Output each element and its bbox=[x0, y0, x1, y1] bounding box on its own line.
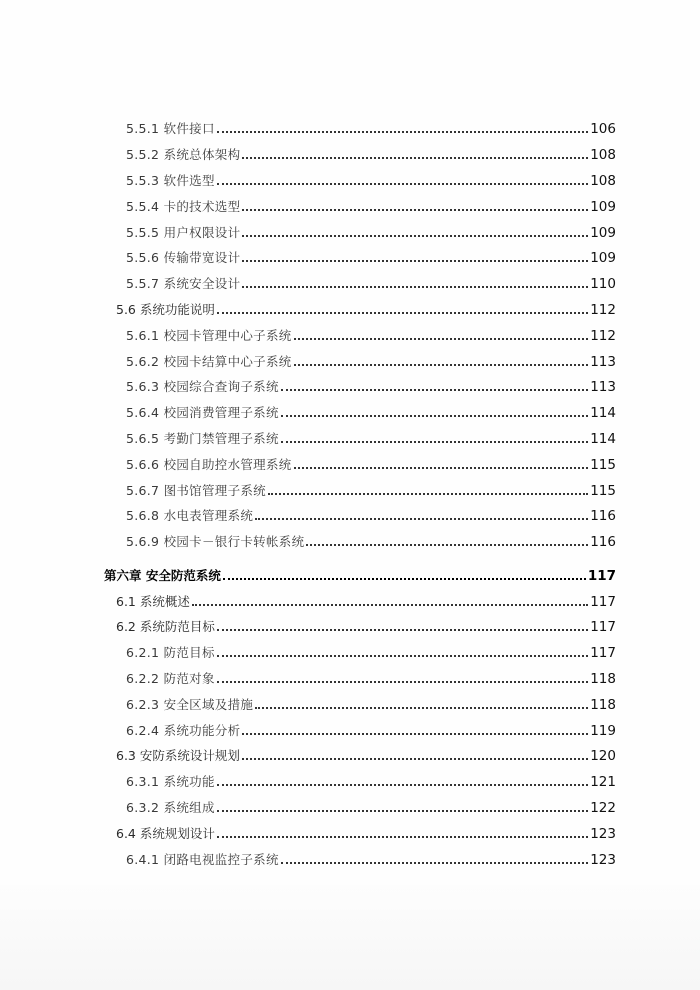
toc-page-number: 106 bbox=[590, 121, 616, 137]
toc-page-number: 109 bbox=[590, 199, 616, 215]
toc-leader-dots bbox=[255, 518, 588, 520]
toc-entry[interactable] bbox=[126, 220, 616, 240]
toc-entry-label: 5.5.5 用户权限设计 bbox=[126, 225, 241, 240]
toc-page-number: 109 bbox=[590, 225, 616, 241]
toc-entry[interactable] bbox=[126, 718, 616, 738]
toc-page-number: 118 bbox=[590, 697, 616, 713]
toc-page-number: 114 bbox=[590, 431, 616, 447]
toc-entry[interactable] bbox=[126, 452, 616, 472]
toc-leader-dots bbox=[294, 364, 589, 366]
toc-entry-label: 5.6.4 校园消费管理子系统 bbox=[126, 405, 279, 420]
toc-leader-dots bbox=[281, 862, 588, 864]
toc-leader-dots bbox=[242, 157, 588, 159]
toc-entry[interactable] bbox=[126, 847, 616, 867]
toc-page-number: 122 bbox=[590, 800, 616, 816]
page-bottom-shade bbox=[0, 885, 700, 990]
toc-page-number: 115 bbox=[590, 457, 616, 473]
toc-leader-dots bbox=[294, 467, 589, 469]
toc-entry-label: 5.6.2 校园卡结算中心子系统 bbox=[126, 354, 292, 369]
toc-entry-label: 5.5.7 系统安全设计 bbox=[126, 276, 241, 291]
toc-entry-label: 6.2.4 系统功能分析 bbox=[126, 723, 241, 738]
toc-entry[interactable] bbox=[126, 116, 616, 136]
toc-leader-dots bbox=[223, 578, 586, 580]
toc-page-number: 113 bbox=[590, 379, 616, 395]
toc-entry-label: 5.6.8 水电表管理系统 bbox=[126, 508, 254, 523]
toc-leader-dots bbox=[242, 209, 588, 211]
toc-page-number: 121 bbox=[590, 774, 616, 790]
toc-entry[interactable] bbox=[126, 795, 616, 815]
toc-entry[interactable] bbox=[126, 666, 616, 686]
toc-leader-dots bbox=[217, 810, 588, 812]
toc-page-number: 120 bbox=[590, 748, 616, 764]
toc-page-number: 117 bbox=[590, 619, 616, 635]
toc-entry-label: 6.1 系统概述 bbox=[116, 594, 190, 609]
toc-leader-dots bbox=[294, 338, 589, 340]
toc-entry-label: 5.6.6 校园自助控水管理系统 bbox=[126, 457, 292, 472]
toc-entry-label: 6.3.2 系统组成 bbox=[126, 800, 215, 815]
toc-page-number: 118 bbox=[590, 671, 616, 687]
toc-leader-dots bbox=[217, 784, 588, 786]
toc-page-number: 113 bbox=[590, 354, 616, 370]
toc-leader-dots bbox=[217, 183, 588, 185]
toc-page-number: 123 bbox=[590, 852, 616, 868]
toc-page-number: 110 bbox=[590, 276, 616, 292]
toc-entry[interactable] bbox=[126, 692, 616, 712]
toc-chapter-label: 第六章 安全防范系统 bbox=[104, 568, 221, 583]
toc-page-number: 117 bbox=[590, 594, 616, 610]
toc-leader-dots bbox=[268, 493, 588, 495]
toc-leader-dots bbox=[306, 544, 588, 546]
toc-leader-dots bbox=[217, 629, 588, 631]
toc-leader-dots bbox=[281, 389, 588, 391]
toc-leader-dots bbox=[217, 655, 588, 657]
toc-leader-dots bbox=[281, 441, 588, 443]
toc-entry-label: 6.2.2 防范对象 bbox=[126, 671, 215, 686]
toc-entry[interactable] bbox=[126, 245, 616, 265]
toc-section-entry[interactable] bbox=[116, 297, 616, 317]
toc-entry-label: 6.3 安防系统设计规划 bbox=[116, 748, 240, 763]
toc-page-number: 117 bbox=[590, 645, 616, 661]
toc-entry[interactable] bbox=[126, 323, 616, 343]
toc-page-number: 114 bbox=[590, 405, 616, 421]
toc-leader-dots bbox=[242, 286, 588, 288]
toc-entry[interactable] bbox=[126, 142, 616, 162]
toc-entry-label: 5.5.6 传输带宽设计 bbox=[126, 250, 241, 265]
toc-entry-label: 5.6.3 校园综合查询子系统 bbox=[126, 379, 279, 394]
toc-page-number: 115 bbox=[590, 483, 616, 499]
toc-entry[interactable] bbox=[126, 271, 616, 291]
toc-entry-label: 5.6 系统功能说明 bbox=[116, 302, 215, 317]
toc-entry-label: 5.5.1 软件接口 bbox=[126, 121, 215, 136]
toc-entry[interactable] bbox=[126, 426, 616, 446]
toc-leader-dots bbox=[242, 733, 588, 735]
toc-page-number: 108 bbox=[590, 147, 616, 163]
toc-entry[interactable] bbox=[126, 529, 616, 549]
toc-entry[interactable] bbox=[126, 640, 616, 660]
toc-entry[interactable] bbox=[126, 769, 616, 789]
toc-leader-dots bbox=[217, 681, 588, 683]
toc-page-number: 109 bbox=[590, 250, 616, 266]
toc-leader-dots bbox=[255, 707, 588, 709]
toc-leader-dots bbox=[192, 604, 588, 606]
toc-entry-label: 5.6.7 图书馆管理子系统 bbox=[126, 483, 266, 498]
toc-entry-label: 5.6.5 考勤门禁管理子系统 bbox=[126, 431, 279, 446]
toc-entry-label: 6.3.1 系统功能 bbox=[126, 774, 215, 789]
toc-entry-label: 6.2 系统防范目标 bbox=[116, 619, 215, 634]
toc-page-number: 108 bbox=[590, 173, 616, 189]
toc-entry-label: 6.4.1 闭路电视监控子系统 bbox=[126, 852, 279, 867]
toc-entry-label: 6.4 系统规划设计 bbox=[116, 826, 215, 841]
toc-entry[interactable] bbox=[126, 194, 616, 214]
toc-page-number: 112 bbox=[590, 302, 616, 318]
toc-entry[interactable] bbox=[126, 349, 616, 369]
toc-entry-label: 5.5.4 卡的技术选型 bbox=[126, 199, 241, 214]
toc-page-number: 116 bbox=[590, 534, 616, 550]
toc-page-number: 112 bbox=[590, 328, 616, 344]
toc-section-entry[interactable] bbox=[116, 821, 616, 841]
toc-entry-label: 5.6.9 校园卡－银行卡转帐系统 bbox=[126, 534, 305, 549]
toc-entry-label: 6.2.1 防范目标 bbox=[126, 645, 215, 660]
toc-entry-label: 5.5.2 系统总体架构 bbox=[126, 147, 241, 162]
toc-entry-label: 6.2.3 安全区域及措施 bbox=[126, 697, 254, 712]
toc-entry-label: 5.6.1 校园卡管理中心子系统 bbox=[126, 328, 292, 343]
toc-leader-dots bbox=[242, 235, 588, 237]
toc-leader-dots bbox=[217, 312, 588, 314]
toc-leader-dots bbox=[217, 836, 588, 838]
toc-section-entry[interactable] bbox=[116, 589, 616, 609]
toc-chapter-entry[interactable] bbox=[104, 563, 616, 583]
toc-entry[interactable] bbox=[126, 374, 616, 394]
toc-page-number: 117 bbox=[587, 568, 616, 584]
toc-leader-dots bbox=[242, 758, 588, 760]
toc-entry-label: 5.5.3 软件选型 bbox=[126, 173, 215, 188]
toc-section-entry[interactable] bbox=[116, 743, 616, 763]
toc-page-number: 116 bbox=[590, 508, 616, 524]
toc-leader-dots bbox=[242, 260, 588, 262]
toc-entry[interactable] bbox=[126, 168, 616, 188]
toc-entry[interactable] bbox=[126, 478, 616, 498]
toc-leader-dots bbox=[281, 415, 588, 417]
toc-entry[interactable] bbox=[126, 400, 616, 420]
toc-entry[interactable] bbox=[126, 503, 616, 523]
toc-page-number: 123 bbox=[590, 826, 616, 842]
toc-page-number: 119 bbox=[590, 723, 616, 739]
toc-section-entry[interactable] bbox=[116, 614, 616, 634]
toc-leader-dots bbox=[217, 131, 588, 133]
